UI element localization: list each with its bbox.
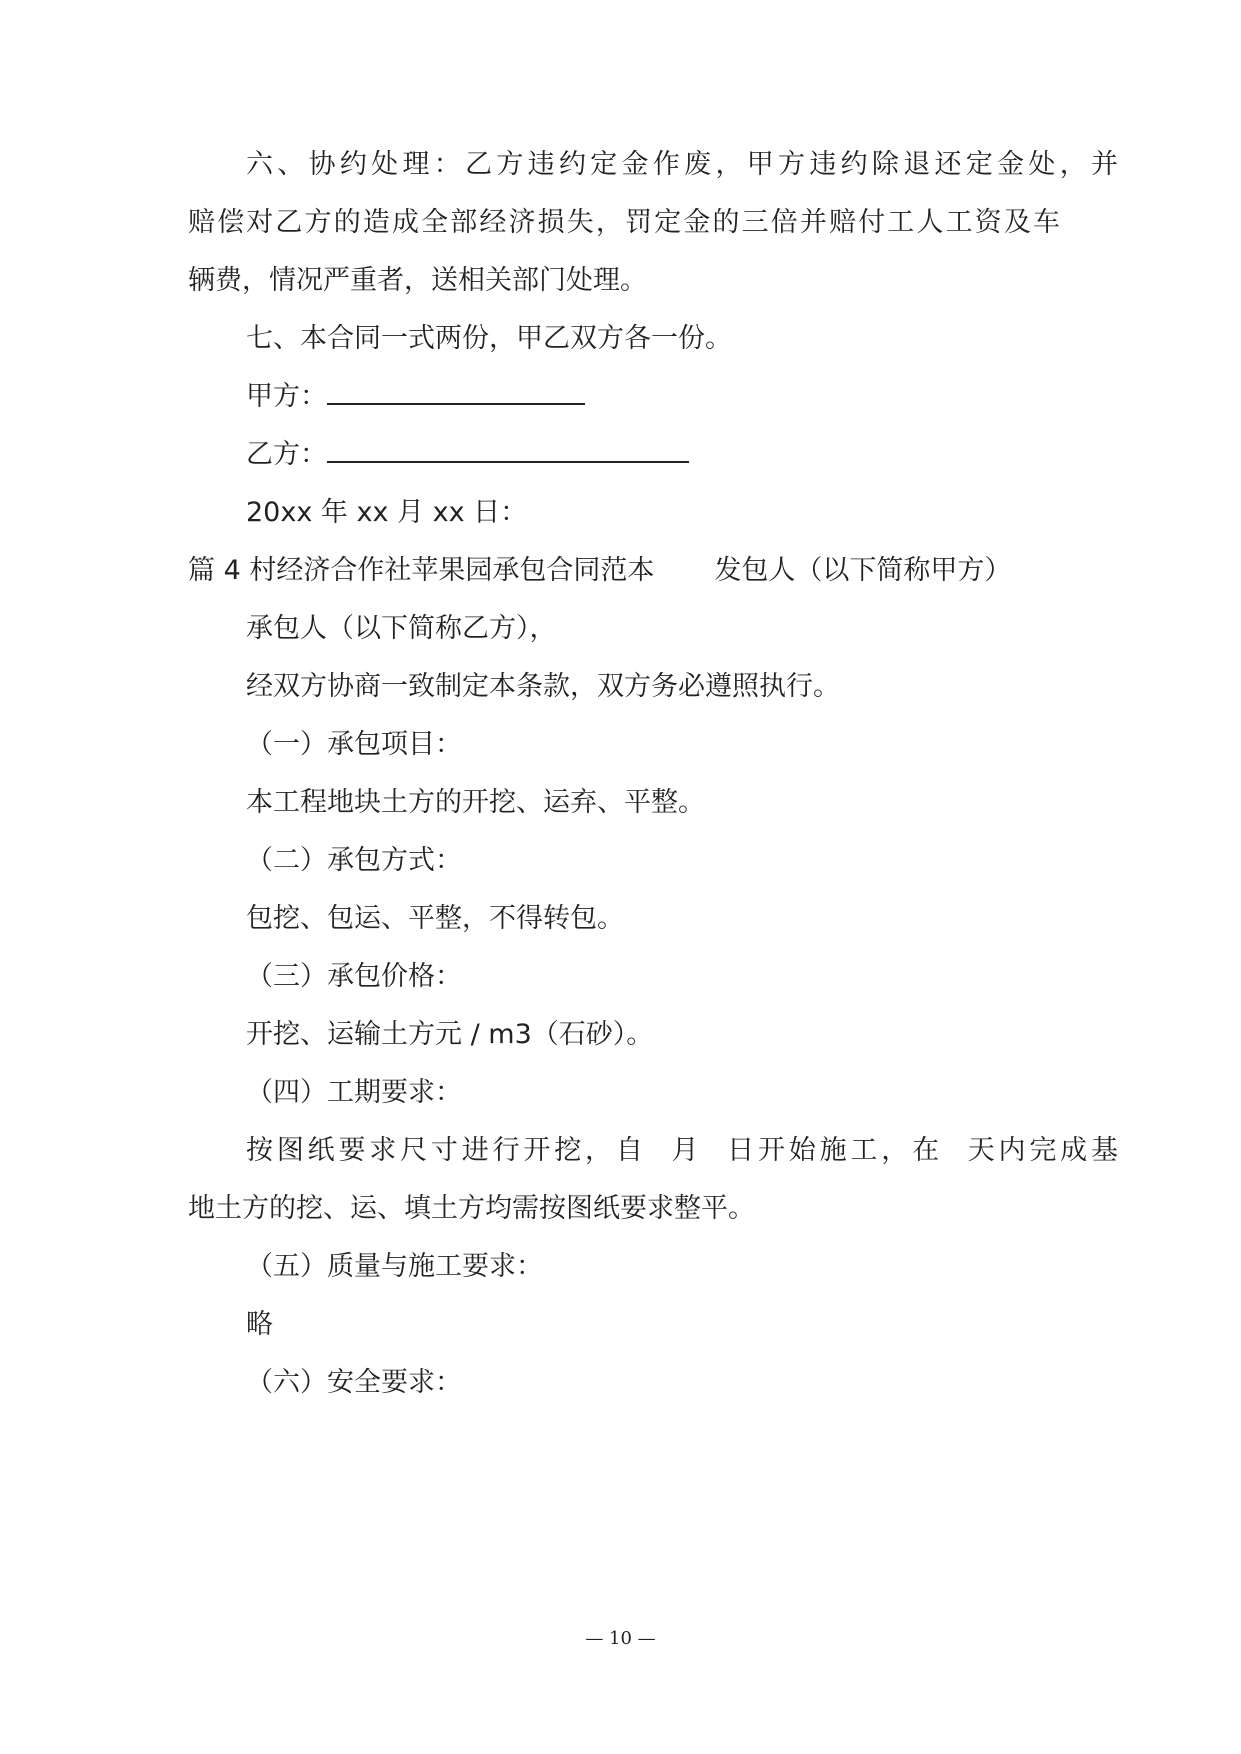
party-a-signature-line [188, 364, 1118, 429]
clause-six-line-3: 辆费，情况严重者，送相关部门处理。 [188, 265, 647, 296]
section-title: 篇 4 村经济合作社苹果园承包合同范本 [188, 555, 655, 586]
item-5-heading: （五）质量与施工要求： [246, 1251, 543, 1282]
party-b-signature-line [188, 422, 1118, 487]
item-3-heading: （三）承包价格： [246, 961, 462, 992]
page-number: — 10 — [585, 1628, 656, 1649]
contractor-line: 承包人（以下简称乙方）， [246, 613, 557, 644]
issuer-line: 发包人（以下简称甲方） [714, 555, 1012, 586]
section-heading-line [188, 538, 1060, 603]
party-a-label: 甲方： [246, 381, 327, 412]
clause-seven: 七、本合同一式两份，甲乙双方各一份。 [246, 323, 732, 354]
item-3-text: 开挖、运输土方元 / m3（石砂）。 [246, 1019, 654, 1050]
item-6-heading: （六）安全要求： [246, 1367, 462, 1398]
item-2-text: 包挖、包运、平整，不得转包。 [246, 903, 624, 934]
party-b-label: 乙方： [246, 439, 327, 470]
party-a-blank [327, 373, 585, 405]
item-5-text: 略 [246, 1309, 273, 1340]
item-4-text-line-2: 地土方的挖、运、填土方均需按图纸要求整平。 [188, 1193, 755, 1224]
date-line: 20xx 年 xx 月 xx 日： [246, 497, 528, 528]
item-2-heading: （二）承包方式： [246, 845, 462, 876]
item-1-heading: （一）承包项目： [246, 729, 462, 760]
clause-six-line-2: 赔偿对乙方的造成全部经济损失，罚定金的三倍并赔付工人工资及车 [188, 207, 1060, 238]
item-4-text-line-1: 按图纸要求尺寸进行开挖，自 月 日开始施工，在 天内完成基 [246, 1135, 1118, 1166]
party-b-blank [327, 431, 689, 463]
item-4-heading: （四）工期要求： [246, 1077, 462, 1108]
agreement-line: 经双方协商一致制定本条款，双方务必遵照执行。 [246, 671, 840, 702]
item-1-text: 本工程地块土方的开挖、运弃、平整。 [246, 787, 705, 818]
clause-six-line-1: 六、协约处理：乙方违约定金作废，甲方违约除退还定金处，并 [246, 149, 1118, 180]
